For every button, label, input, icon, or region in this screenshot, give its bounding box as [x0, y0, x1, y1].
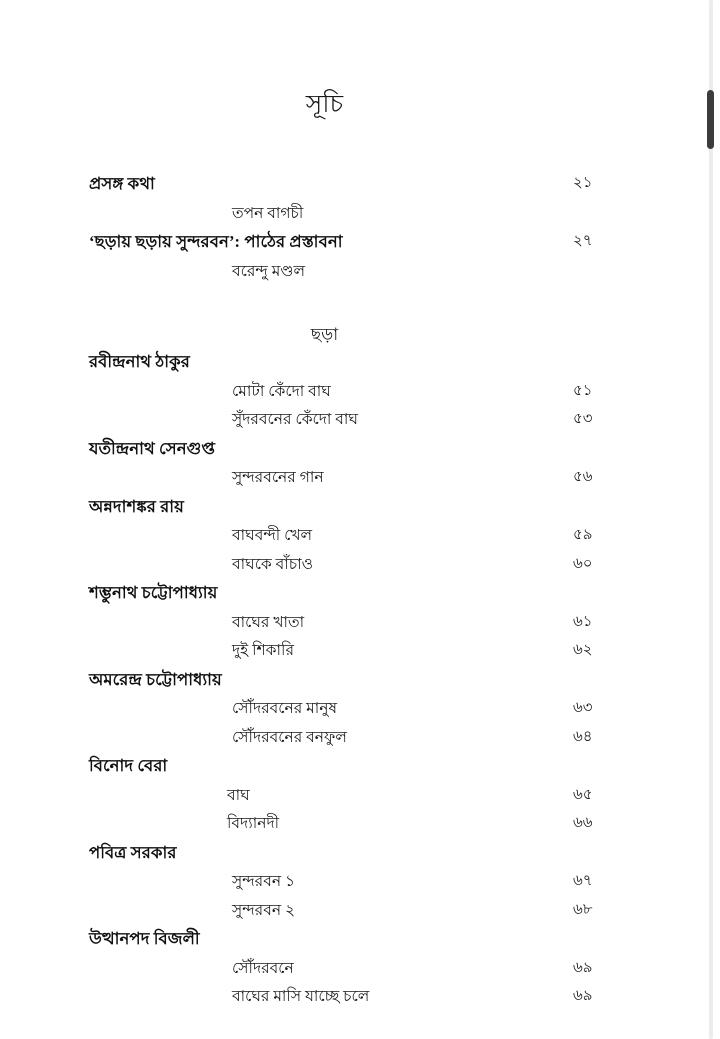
poem-page-number: ৬৭ [573, 873, 593, 890]
section-heading: ছড়া [310, 325, 339, 344]
front-matter-page-number: ২১ [573, 175, 593, 191]
poem-row [0, 788, 697, 804]
spacer [0, 193, 697, 206]
author-row [0, 354, 697, 371]
poem-row [0, 903, 697, 919]
author-block [0, 496, 697, 586]
front-matter-author-row [0, 264, 697, 280]
poem-page-number: ৬৩ [573, 700, 593, 717]
poem-page-number: ৫৩ [573, 411, 593, 428]
front-matter-row [0, 234, 697, 251]
author-name: পবিত্র সরকার [89, 842, 177, 862]
poem-row [0, 384, 697, 400]
spacer [0, 515, 697, 528]
poem-title: বাঘ [227, 786, 250, 804]
poem-page-number: ৫৬ [573, 469, 593, 486]
poem-page-number: ৫১ [573, 382, 593, 399]
page-title: সূচি [305, 91, 344, 118]
author-block [0, 669, 697, 759]
poem-page-number: ৬৯ [573, 988, 593, 1005]
front-matter-author: বরেন্দু মণ্ডল [232, 262, 305, 280]
author-block [0, 842, 697, 932]
author-block [0, 585, 697, 672]
spacer [0, 251, 697, 264]
front-matter-author-row [0, 206, 697, 222]
poem-page-number: ৫৯ [573, 527, 593, 544]
scrollbar-track[interactable] [709, 0, 713, 1039]
author-name: অমরেন্দ্র চট্টোপাধ্যায় [89, 669, 222, 689]
spacer [0, 1005, 697, 1018]
author-name: উত্থানপদ বিজলী [89, 929, 200, 949]
author-name: যতীন্দ্রনাথ সেনগুপ্ত [89, 438, 216, 458]
poem-page-number: ৬০ [573, 555, 593, 572]
front-matter-row [0, 176, 697, 193]
poem-row [0, 470, 697, 486]
author-name: শম্ভুনাথ চট্টোপাধ্যায় [89, 583, 218, 603]
front-matter-list [0, 176, 697, 279]
poem-title: সৌঁদরবনের বনফুল [232, 728, 347, 746]
front-matter-title: প্রসঙ্গ কথা [89, 174, 155, 193]
spacer [0, 371, 697, 384]
author-name: বিনোদ বেরা [89, 756, 168, 776]
front-matter-entry [0, 176, 697, 221]
poem-row [0, 615, 697, 631]
poem-row [0, 874, 697, 890]
author-block [0, 354, 697, 441]
author-row [0, 931, 697, 948]
poem-title: সৌঁদরবনে [232, 959, 294, 977]
poem-title: বাঘকে বাঁচাও [232, 555, 314, 573]
poem-title: বাঘের খাতা [232, 613, 305, 631]
poem-title: বাঘবন্দী খেল [232, 527, 313, 545]
spacer [0, 775, 697, 788]
poem-page-number: ৬৪ [573, 728, 593, 745]
front-matter-author: তপন বাগচী [232, 204, 304, 222]
spacer [0, 602, 697, 615]
author-name: অন্নদাশঙ্কর রায় [89, 496, 184, 516]
author-list [0, 354, 697, 1018]
front-matter-entry [0, 234, 697, 279]
spacer [0, 948, 697, 961]
poem-page-number: ৬৫ [573, 786, 593, 803]
poem-row [0, 412, 697, 428]
poem-title: সুন্দরবন ২ [232, 901, 296, 919]
poem-title: দুই শিকারি [232, 642, 294, 660]
poem-page-number: ৬২ [573, 642, 593, 659]
poem-row [0, 701, 697, 717]
front-matter-title: ‘ছড়ায় ছড়ায় সুন্দরবন’: পাঠের প্রস্তাবনা [89, 232, 343, 251]
poem-title: সৌঁদরবনের মানুষ [232, 700, 338, 718]
spacer [0, 120, 697, 176]
front-matter-page-number: ২৭ [573, 233, 593, 249]
poem-title: বাঘের মাসি যাচ্ছে চলে [232, 988, 370, 1006]
poem-page-number: ৬১ [573, 613, 593, 630]
author-row [0, 842, 697, 862]
scrollbar-thumb[interactable] [707, 90, 714, 149]
poem-row [0, 816, 697, 832]
poem-row [0, 961, 697, 977]
author-block [0, 438, 697, 499]
poem-row [0, 989, 697, 1005]
author-row [0, 496, 697, 516]
poem-page-number: ৬৮ [573, 901, 593, 918]
poem-title: সুঁদরবনের কেঁদো বাঘ [232, 411, 358, 429]
spacer [0, 279, 697, 325]
author-block [0, 931, 697, 1018]
spacer [0, 544, 697, 557]
poem-row [0, 557, 697, 573]
spacer [0, 890, 697, 903]
spacer [0, 717, 697, 730]
poem-title: সুন্দরবনের গান [232, 469, 324, 487]
poem-title: মোটা কেঁদো বাঘ [232, 382, 331, 400]
poem-row [0, 643, 697, 659]
author-block [0, 758, 697, 845]
poem-page-number: ৬৯ [573, 959, 593, 976]
poem-row [0, 528, 697, 544]
author-row [0, 669, 697, 689]
author-row [0, 438, 697, 458]
poem-title: বিদ্যানদী [227, 815, 280, 833]
poem-title: সুন্দরবন ১ [232, 873, 296, 891]
poem-row [0, 730, 697, 746]
author-name: রবীন্দ্রনাথ ঠাকুর [89, 352, 190, 372]
author-row [0, 758, 697, 775]
author-row [0, 585, 697, 602]
poem-page-number: ৬৬ [573, 815, 593, 832]
